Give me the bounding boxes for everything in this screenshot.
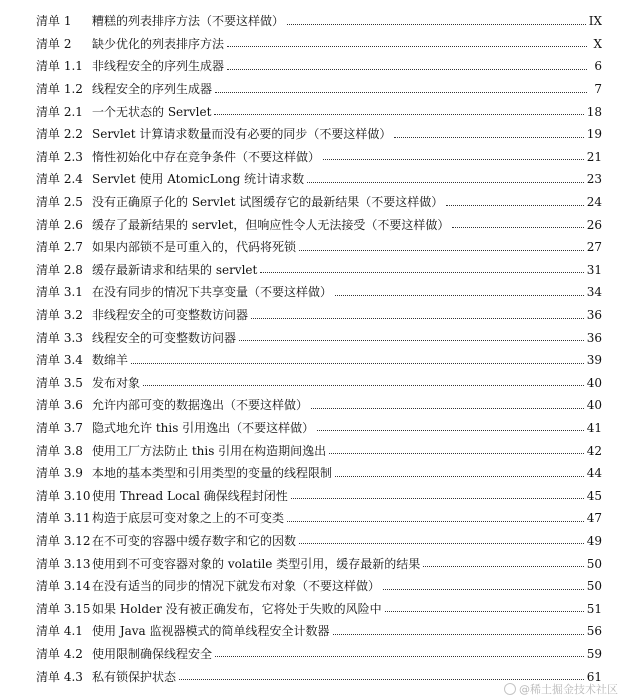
page-number: 47 [586, 511, 602, 526]
page-number: 61 [586, 669, 602, 684]
page-number: 18 [586, 104, 602, 119]
page-number: 59 [586, 646, 602, 661]
listing-title: Servlet 计算请求数量而没有必要的同步（不要这样做） [92, 127, 392, 142]
watermark [504, 681, 618, 697]
page-number: 31 [586, 262, 602, 277]
listing-title: 本地的基本类型和引用类型的变量的线程限制 [92, 466, 333, 481]
toc-row[interactable] [36, 10, 602, 33]
toc-row[interactable] [36, 439, 602, 462]
toc-row[interactable] [36, 417, 602, 440]
leader-dots [423, 566, 583, 567]
leader-dots [287, 24, 586, 25]
listing-number: 清单 3.8 [36, 443, 83, 458]
page-number: 34 [586, 285, 602, 300]
listing-number: 清单 3.9 [36, 466, 83, 481]
listing-title: 使用 Thread Local 确保线程封闭性 [92, 488, 288, 503]
listing-number: 清单 3.3 [36, 330, 83, 345]
leader-dots [227, 69, 587, 70]
toc-row[interactable] [36, 507, 602, 530]
listing-number: 清单 3.10 [36, 488, 91, 503]
listing-number: 清单 1.2 [36, 82, 83, 97]
toc-row[interactable] [36, 484, 602, 507]
toc-row[interactable] [36, 552, 602, 575]
leader-dots [227, 46, 587, 47]
page-number: 36 [586, 308, 602, 323]
listing-number: 清单 4.1 [36, 624, 83, 639]
toc-row[interactable] [36, 146, 602, 169]
listing-title: 如果内部锁不是可重入的，代码将死锁 [92, 240, 297, 255]
toc-row[interactable] [36, 575, 602, 598]
listing-title: 线程安全的可变整数访问器 [92, 330, 237, 345]
page-number: 40 [586, 375, 602, 390]
toc-row[interactable] [36, 597, 602, 620]
listing-number: 清单 2.8 [36, 262, 83, 277]
toc-row[interactable] [36, 394, 602, 417]
listing-title: 使用限制确保线程安全 [92, 646, 213, 661]
listing-title: 数绵羊 [92, 353, 129, 368]
toc-row[interactable] [36, 100, 602, 123]
toc-row[interactable] [36, 55, 602, 78]
page-number: 44 [586, 466, 602, 481]
listing-number: 清单 2.6 [36, 217, 83, 232]
listing-title: Servlet 使用 AtomicLong 统计请求数 [92, 172, 305, 187]
leader-dots [215, 656, 584, 657]
toc-row[interactable] [36, 643, 602, 666]
listing-title: 使用到不可变容器对象的 volatile 类型引用，缓存最新的结果 [92, 556, 421, 571]
leader-dots [260, 272, 583, 273]
listing-number: 清单 3.12 [36, 533, 91, 548]
listing-number: 清单 3.2 [36, 308, 83, 323]
listing-number: 清单 1 [36, 14, 72, 29]
leader-dots [383, 589, 584, 590]
page-number: 39 [586, 353, 602, 368]
leader-dots [333, 634, 584, 635]
leader-dots [239, 340, 584, 341]
page-number: 21 [586, 149, 602, 164]
leader-dots [394, 137, 583, 138]
toc-row[interactable] [36, 236, 602, 259]
page-number: 49 [586, 533, 602, 548]
leader-dots [317, 430, 584, 431]
leader-dots [131, 363, 584, 364]
leader-dots [446, 205, 583, 206]
listing-title: 糟糕的列表排序方法（不要这样做） [92, 14, 285, 29]
listing-number: 清单 2.4 [36, 172, 83, 187]
toc-row[interactable] [36, 326, 602, 349]
listing-number: 清单 3.1 [36, 285, 83, 300]
toc-row[interactable] [36, 191, 602, 214]
listing-number: 清单 1.1 [36, 59, 83, 74]
listing-number: 清单 3.11 [36, 511, 91, 526]
leader-dots [214, 114, 583, 115]
leader-dots [311, 408, 584, 409]
leader-dots [291, 498, 584, 499]
page-number: 41 [586, 420, 602, 435]
page-number: 27 [586, 240, 602, 255]
page-number: 45 [586, 488, 602, 503]
leader-dots [179, 679, 584, 680]
listing-title: 如果 Holder 没有被正确发布，它将处于失败的风险中 [92, 601, 382, 616]
listing-number: 清单 2.1 [36, 104, 83, 119]
toc-row[interactable] [36, 78, 602, 101]
page-number: IX [588, 14, 602, 29]
page-number: 6 [594, 59, 602, 74]
listing-title: 缓存最新请求和结果的 servlet [92, 262, 258, 277]
listing-number: 清单 4.2 [36, 646, 83, 661]
listing-number: 清单 3.13 [36, 556, 91, 571]
leader-dots [251, 318, 584, 319]
leader-dots [335, 295, 584, 296]
leader-dots [299, 543, 584, 544]
toc-row[interactable] [36, 123, 602, 146]
toc-row[interactable] [36, 281, 602, 304]
page-number: 56 [586, 624, 602, 639]
page-number: 51 [586, 601, 602, 616]
listing-title: 惰性初始化中存在竞争条件（不要这样做） [92, 149, 321, 164]
toc-row[interactable] [36, 213, 602, 236]
toc-row[interactable] [36, 304, 602, 327]
listing-title: 非线程安全的可变整数访问器 [92, 308, 249, 323]
listing-number: 清单 2.3 [36, 149, 83, 164]
listing-title: 允许内部可变的数据逸出（不要这样做） [92, 398, 309, 413]
page-number: 42 [586, 443, 602, 458]
toc-row[interactable] [36, 372, 602, 395]
listing-number: 清单 2 [36, 36, 72, 51]
listing-title: 私有锁保护状态 [92, 669, 177, 684]
page-number: 36 [586, 330, 602, 345]
page-number: 50 [586, 556, 602, 571]
listing-number: 清单 3.5 [36, 375, 83, 390]
toc-row[interactable] [36, 259, 602, 282]
listing-number: 清单 3.4 [36, 353, 83, 368]
listing-title: 隐式地允许 this 引用逸出（不要这样做） [92, 420, 315, 435]
listing-title: 在没有同步的情况下共享变量（不要这样做） [92, 285, 333, 300]
listings-toc [36, 10, 602, 688]
toc-row[interactable] [36, 530, 602, 553]
listing-number: 清单 3.14 [36, 579, 91, 594]
leader-dots [307, 182, 584, 183]
page-number: 40 [586, 398, 602, 413]
listing-number: 清单 3.15 [36, 601, 91, 616]
listing-number: 清单 2.2 [36, 127, 83, 142]
listing-title: 构造于底层可变对象之上的不可变类 [92, 511, 285, 526]
toc-row[interactable] [36, 620, 602, 643]
page-number: X [593, 36, 602, 51]
leader-dots [452, 227, 583, 228]
juejin-logo-icon [504, 683, 516, 695]
toc-row[interactable] [36, 168, 602, 191]
toc-row[interactable] [36, 462, 602, 485]
listing-title: 发布对象 [92, 375, 141, 390]
listing-title: 一个无状态的 Servlet [92, 104, 212, 119]
listing-title: 在没有适当的同步的情况下就发布对象（不要这样做） [92, 579, 381, 594]
listing-number: 清单 4.3 [36, 669, 83, 684]
listing-title: 非线程安全的序列生成器 [92, 59, 225, 74]
page-number: 26 [586, 217, 602, 232]
listing-title: 线程安全的序列生成器 [92, 82, 213, 97]
listing-title: 没有正确原子化的 Servlet 试图缓存它的最新结果（不要这样做） [92, 195, 444, 210]
page-number: 23 [586, 172, 602, 187]
leader-dots [299, 250, 584, 251]
listing-title: 缺少优化的列表排序方法 [92, 36, 225, 51]
toc-row[interactable] [36, 349, 602, 372]
leader-dots [143, 385, 584, 386]
listing-title: 在不可变的容器中缓存数字和它的因数 [92, 533, 297, 548]
listing-number: 清单 3.6 [36, 398, 83, 413]
listing-title: 缓存了最新结果的 servlet，但响应性令人无法接受（不要这样做） [92, 217, 450, 232]
leader-dots [287, 521, 584, 522]
leader-dots [385, 611, 584, 612]
listing-title: 使用 Java 监视器模式的简单线程安全计数器 [92, 624, 330, 639]
listing-number: 清单 3.7 [36, 420, 83, 435]
toc-row[interactable] [36, 33, 602, 56]
leader-dots [335, 476, 584, 477]
listing-title: 使用工厂方法防止 this 引用在构造期间逸出 [92, 443, 327, 458]
listing-number: 清单 2.5 [36, 195, 83, 210]
watermark-text: @稀土掘金技术社区 [519, 683, 618, 696]
page-number: 19 [586, 127, 602, 142]
page-number: 50 [586, 579, 602, 594]
listing-number: 清单 2.7 [36, 240, 83, 255]
page-number: 24 [586, 195, 602, 210]
leader-dots [323, 159, 584, 160]
leader-dots [329, 453, 584, 454]
leader-dots [215, 92, 587, 93]
page-number: 7 [594, 82, 602, 97]
